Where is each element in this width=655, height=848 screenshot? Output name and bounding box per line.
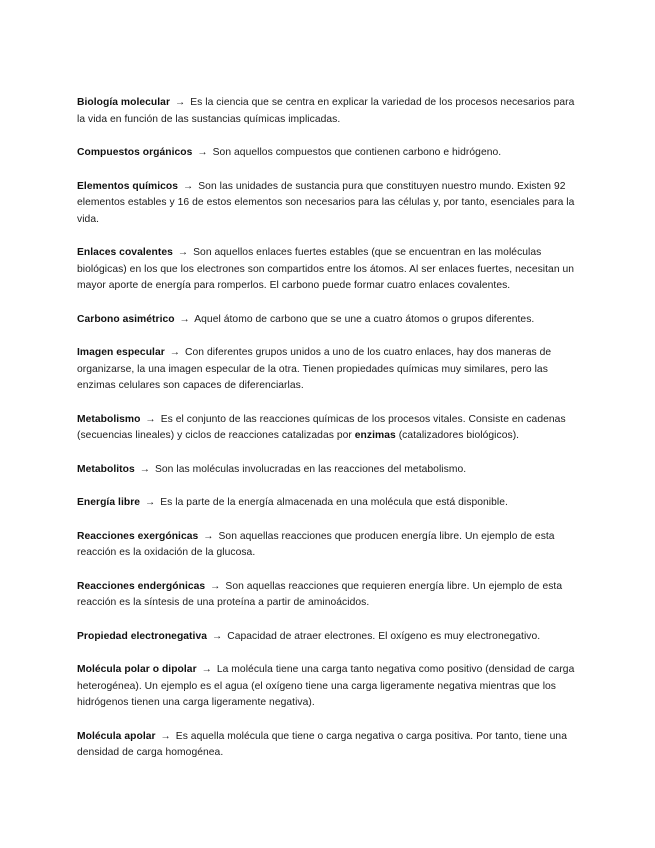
arrow-glyph: →	[179, 313, 190, 325]
entry-reacciones-endergonicas	[77, 579, 585, 612]
entry-propiedad-electronegativa	[77, 629, 585, 646]
entry-metabolismo	[77, 412, 585, 445]
entry-enlaces-covalentes	[77, 245, 585, 295]
term: Imagen especular	[77, 347, 165, 358]
term: Reacciones endergónicas	[77, 580, 206, 592]
definition: Es el conjunto de las reacciones químicas de los procesos vitales. Consiste en cadenas (secuencias lineales) y ciclos de reacciones catalizadas por	[77, 413, 566, 441]
definition: Aquel átomo de carbono que se une a cuatro átomos o grupos diferentes.	[194, 313, 535, 325]
entry-compuestos-organicos	[77, 145, 585, 162]
entry-biologia-molecular	[77, 95, 585, 128]
definition: Son aquellos compuestos que contienen carbono e hidrógeno.	[212, 147, 502, 158]
definition: Con diferentes grupos unidos a uno de los cuatro enlaces, hay dos maneras de organizarse, la una imagen especular de la otra. Tienen propiedades químicas muy similares, pero las enzimas celulares son capaces de diferenciarlas.	[77, 347, 552, 391]
term: Metabolitos	[77, 463, 135, 475]
definition: Es la ciencia que se centra en explicar la variedad de los procesos necesarios para la vida en función de las sustancias químicas implicadas.	[77, 97, 575, 125]
definition: Son aquellos enlaces fuertes estables (que se encuentran en las moléculas biológicas) en los que los electrones son compartidos entre los átomos. Al ser enlaces fuertes, necesitan un mayor aporte de energía para romperlos. El carbono puede formar cuatro enlaces covalentes.	[77, 247, 575, 291]
term: Molécula apolar	[77, 730, 156, 742]
arrow-glyph: →	[144, 497, 156, 508]
arrow-glyph: →	[182, 180, 194, 192]
arrow-glyph: →	[211, 630, 223, 642]
definition: Son las unidades de sustancia pura que constituyen nuestro mundo. Existen 92 elementos estables y 16 de estos elementos son necesarios para las células y, por tanto, esenciales para la vida.	[77, 180, 575, 225]
entry-imagen-especular	[77, 345, 585, 395]
term: Metabolismo	[77, 413, 141, 425]
definition: La molécula tiene una carga tanto negativa como positivo (densidad de carga heterogénea). Un ejemplo es el agua (el oxígeno tiene una carga ligeramente negativa mientras que los hidrógenos tienen una carga ligeramente negativa).	[77, 664, 575, 708]
arrow-glyph: →	[177, 247, 189, 258]
arrow-glyph: →	[203, 530, 214, 542]
arrow-glyph: →	[169, 347, 181, 358]
entry-elementos-quimicos	[77, 179, 585, 229]
entry-metabolitos	[77, 462, 585, 479]
definition: (catalizadores biológicos).	[395, 430, 520, 441]
term: Biología molecular	[77, 97, 171, 108]
arrow-glyph: →	[174, 97, 186, 108]
term: Compuestos orgánicos	[77, 147, 193, 158]
term: Elementos químicos	[77, 180, 179, 192]
definition: Es aquella molécula que tiene o carga negativa o carga positiva. Por tanto, tiene una densidad de carga homogénea.	[77, 730, 567, 758]
arrow-glyph: →	[210, 580, 221, 592]
term: Reacciones exergónicas	[77, 530, 199, 542]
entry-energia-libre	[77, 495, 585, 512]
entry-reacciones-exergonicas	[77, 529, 585, 562]
definition-bold-term: enzimas	[354, 430, 396, 441]
definition: Son aquellas reacciones que producen energía libre. Un ejemplo de esta reacción es la oxidación de la glucosa.	[77, 530, 555, 558]
term: Enlaces covalentes	[77, 247, 173, 258]
term: Carbono asimétrico	[77, 313, 175, 325]
arrow-glyph: →	[201, 664, 212, 675]
term: Energía libre	[77, 497, 141, 508]
entry-molecula-polar	[77, 662, 585, 712]
entry-carbono-asimetrico	[77, 312, 585, 329]
definition: Es la parte de la energía almacenada en una molécula que está disponible.	[160, 497, 508, 508]
arrow-glyph: →	[139, 463, 151, 475]
arrow-glyph: →	[145, 413, 156, 425]
definition: Son las moléculas involucradas en las reacciones del metabolismo.	[154, 463, 467, 475]
term: Propiedad electronegativa	[77, 630, 208, 642]
definition: Capacidad de atraer electrones. El oxígeno es muy electronegativo.	[227, 630, 541, 642]
definition: Son aquellas reacciones que requieren energía libre. Un ejemplo de esta reacción es la síntesis de una proteína a partir de aminoácidos.	[77, 580, 563, 608]
arrow-glyph: →	[197, 147, 208, 158]
term: Molécula polar o dipolar	[77, 664, 197, 675]
entry-molecula-apolar	[77, 729, 585, 762]
arrow-glyph: →	[160, 730, 171, 742]
